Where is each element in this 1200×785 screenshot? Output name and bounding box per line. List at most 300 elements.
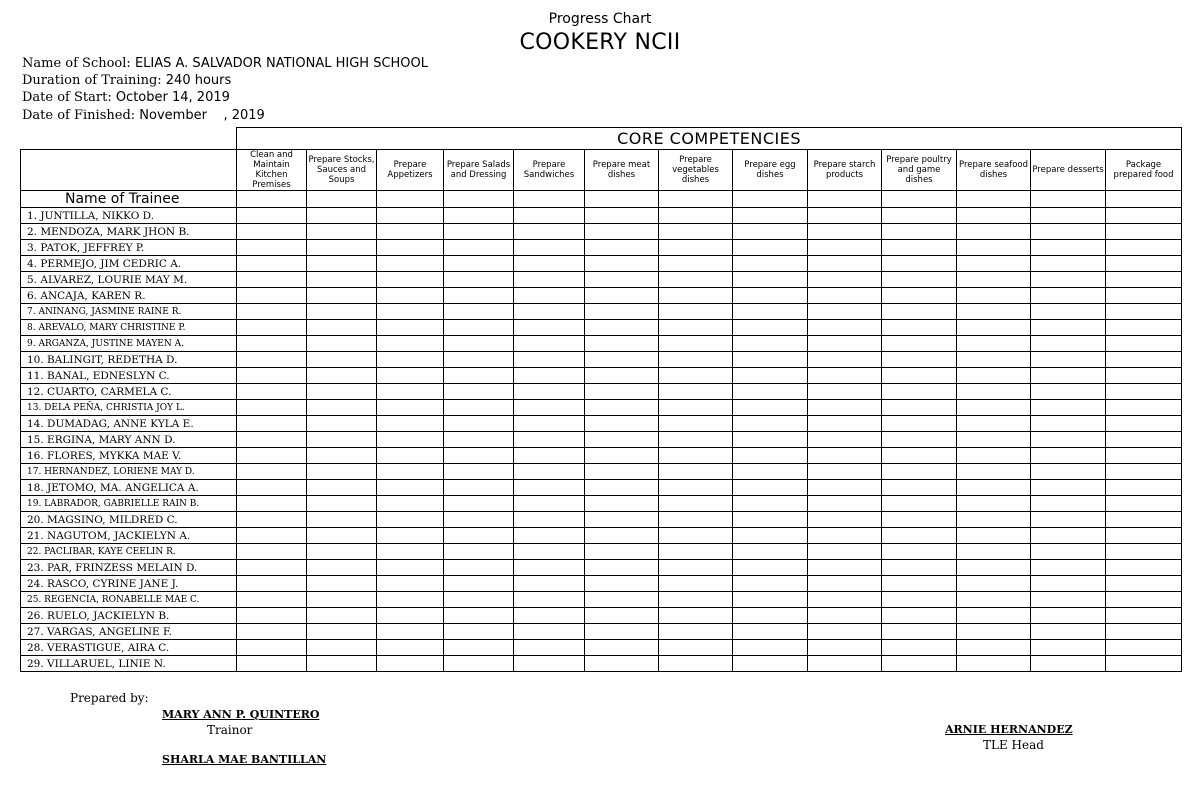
progress-cell[interactable] xyxy=(882,576,957,592)
progress-cell[interactable] xyxy=(957,320,1031,336)
progress-cell[interactable] xyxy=(733,608,808,624)
progress-cell[interactable] xyxy=(444,608,514,624)
progress-cell[interactable] xyxy=(882,304,957,320)
progress-cell[interactable] xyxy=(307,224,377,240)
progress-cell[interactable] xyxy=(882,448,957,464)
progress-cell[interactable] xyxy=(882,640,957,656)
progress-cell[interactable] xyxy=(1031,224,1106,240)
progress-cell[interactable] xyxy=(237,191,307,208)
progress-cell[interactable] xyxy=(957,352,1031,368)
progress-cell[interactable] xyxy=(1031,304,1106,320)
progress-cell[interactable] xyxy=(585,240,659,256)
progress-cell[interactable] xyxy=(808,400,882,416)
progress-cell[interactable] xyxy=(1031,336,1106,352)
progress-cell[interactable] xyxy=(1106,191,1182,208)
progress-cell[interactable] xyxy=(1106,416,1182,432)
progress-cell[interactable] xyxy=(659,256,733,272)
progress-cell[interactable] xyxy=(659,512,733,528)
progress-cell[interactable] xyxy=(808,288,882,304)
progress-cell[interactable] xyxy=(237,400,307,416)
progress-cell[interactable] xyxy=(733,592,808,608)
progress-cell[interactable] xyxy=(585,640,659,656)
progress-cell[interactable] xyxy=(957,191,1031,208)
progress-cell[interactable] xyxy=(514,624,585,640)
progress-cell[interactable] xyxy=(237,336,307,352)
progress-cell[interactable] xyxy=(1106,624,1182,640)
progress-cell[interactable] xyxy=(808,432,882,448)
progress-cell[interactable] xyxy=(444,480,514,496)
progress-cell[interactable] xyxy=(1031,544,1106,560)
progress-cell[interactable] xyxy=(733,528,808,544)
progress-cell[interactable] xyxy=(808,624,882,640)
progress-cell[interactable] xyxy=(444,448,514,464)
progress-cell[interactable] xyxy=(733,400,808,416)
progress-cell[interactable] xyxy=(585,608,659,624)
progress-cell[interactable] xyxy=(585,304,659,320)
progress-cell[interactable] xyxy=(808,544,882,560)
progress-cell[interactable] xyxy=(444,560,514,576)
progress-cell[interactable] xyxy=(808,208,882,224)
progress-cell[interactable] xyxy=(585,208,659,224)
progress-cell[interactable] xyxy=(307,288,377,304)
progress-cell[interactable] xyxy=(733,464,808,480)
progress-cell[interactable] xyxy=(307,304,377,320)
progress-cell[interactable] xyxy=(882,592,957,608)
progress-cell[interactable] xyxy=(1031,256,1106,272)
progress-cell[interactable] xyxy=(444,432,514,448)
progress-cell[interactable] xyxy=(444,256,514,272)
progress-cell[interactable] xyxy=(733,656,808,672)
progress-cell[interactable] xyxy=(514,352,585,368)
progress-cell[interactable] xyxy=(882,432,957,448)
progress-cell[interactable] xyxy=(237,576,307,592)
progress-cell[interactable] xyxy=(237,464,307,480)
progress-cell[interactable] xyxy=(514,656,585,672)
progress-cell[interactable] xyxy=(808,304,882,320)
progress-cell[interactable] xyxy=(514,304,585,320)
progress-cell[interactable] xyxy=(237,656,307,672)
progress-cell[interactable] xyxy=(733,432,808,448)
progress-cell[interactable] xyxy=(957,544,1031,560)
progress-cell[interactable] xyxy=(733,576,808,592)
progress-cell[interactable] xyxy=(957,400,1031,416)
progress-cell[interactable] xyxy=(808,656,882,672)
progress-cell[interactable] xyxy=(882,544,957,560)
progress-cell[interactable] xyxy=(237,480,307,496)
progress-cell[interactable] xyxy=(957,288,1031,304)
progress-cell[interactable] xyxy=(1106,432,1182,448)
progress-cell[interactable] xyxy=(957,592,1031,608)
progress-cell[interactable] xyxy=(444,368,514,384)
progress-cell[interactable] xyxy=(1031,368,1106,384)
progress-cell[interactable] xyxy=(1031,640,1106,656)
progress-cell[interactable] xyxy=(957,432,1031,448)
progress-cell[interactable] xyxy=(808,256,882,272)
progress-cell[interactable] xyxy=(659,624,733,640)
progress-cell[interactable] xyxy=(957,656,1031,672)
progress-cell[interactable] xyxy=(1106,288,1182,304)
progress-cell[interactable] xyxy=(444,352,514,368)
progress-cell[interactable] xyxy=(377,208,444,224)
progress-cell[interactable] xyxy=(444,191,514,208)
progress-cell[interactable] xyxy=(1106,224,1182,240)
progress-cell[interactable] xyxy=(1106,576,1182,592)
progress-cell[interactable] xyxy=(1031,320,1106,336)
progress-cell[interactable] xyxy=(237,448,307,464)
progress-cell[interactable] xyxy=(237,544,307,560)
progress-cell[interactable] xyxy=(659,656,733,672)
progress-cell[interactable] xyxy=(957,384,1031,400)
progress-cell[interactable] xyxy=(585,400,659,416)
progress-cell[interactable] xyxy=(307,480,377,496)
progress-cell[interactable] xyxy=(377,191,444,208)
progress-cell[interactable] xyxy=(444,224,514,240)
progress-cell[interactable] xyxy=(808,320,882,336)
progress-cell[interactable] xyxy=(957,208,1031,224)
progress-cell[interactable] xyxy=(957,448,1031,464)
progress-cell[interactable] xyxy=(808,560,882,576)
progress-cell[interactable] xyxy=(444,416,514,432)
progress-cell[interactable] xyxy=(733,256,808,272)
progress-cell[interactable] xyxy=(377,656,444,672)
progress-cell[interactable] xyxy=(733,480,808,496)
progress-cell[interactable] xyxy=(514,368,585,384)
progress-cell[interactable] xyxy=(1106,448,1182,464)
progress-cell[interactable] xyxy=(882,400,957,416)
progress-cell[interactable] xyxy=(1106,368,1182,384)
progress-cell[interactable] xyxy=(377,400,444,416)
progress-cell[interactable] xyxy=(514,400,585,416)
progress-cell[interactable] xyxy=(444,624,514,640)
progress-cell[interactable] xyxy=(585,224,659,240)
progress-cell[interactable] xyxy=(1106,512,1182,528)
progress-cell[interactable] xyxy=(957,464,1031,480)
progress-cell[interactable] xyxy=(1031,512,1106,528)
progress-cell[interactable] xyxy=(237,608,307,624)
progress-cell[interactable] xyxy=(237,272,307,288)
progress-cell[interactable] xyxy=(377,432,444,448)
progress-cell[interactable] xyxy=(585,191,659,208)
progress-cell[interactable] xyxy=(659,384,733,400)
progress-cell[interactable] xyxy=(514,640,585,656)
progress-cell[interactable] xyxy=(514,512,585,528)
progress-cell[interactable] xyxy=(957,304,1031,320)
progress-cell[interactable] xyxy=(882,528,957,544)
progress-cell[interactable] xyxy=(514,416,585,432)
progress-cell[interactable] xyxy=(585,336,659,352)
progress-cell[interactable] xyxy=(237,304,307,320)
progress-cell[interactable] xyxy=(1031,208,1106,224)
progress-cell[interactable] xyxy=(808,512,882,528)
progress-cell[interactable] xyxy=(1106,208,1182,224)
progress-cell[interactable] xyxy=(882,352,957,368)
progress-cell[interactable] xyxy=(514,208,585,224)
progress-cell[interactable] xyxy=(882,624,957,640)
progress-cell[interactable] xyxy=(237,528,307,544)
progress-cell[interactable] xyxy=(377,512,444,528)
progress-cell[interactable] xyxy=(514,496,585,512)
progress-cell[interactable] xyxy=(585,272,659,288)
progress-cell[interactable] xyxy=(733,191,808,208)
progress-cell[interactable] xyxy=(307,544,377,560)
progress-cell[interactable] xyxy=(307,624,377,640)
progress-cell[interactable] xyxy=(1106,272,1182,288)
progress-cell[interactable] xyxy=(659,544,733,560)
progress-cell[interactable] xyxy=(957,624,1031,640)
progress-cell[interactable] xyxy=(957,368,1031,384)
progress-cell[interactable] xyxy=(585,560,659,576)
progress-cell[interactable] xyxy=(957,560,1031,576)
progress-cell[interactable] xyxy=(377,336,444,352)
progress-cell[interactable] xyxy=(1106,352,1182,368)
progress-cell[interactable] xyxy=(1031,416,1106,432)
progress-cell[interactable] xyxy=(377,288,444,304)
progress-cell[interactable] xyxy=(237,208,307,224)
progress-cell[interactable] xyxy=(585,544,659,560)
progress-cell[interactable] xyxy=(1106,304,1182,320)
progress-cell[interactable] xyxy=(237,624,307,640)
progress-cell[interactable] xyxy=(514,384,585,400)
progress-cell[interactable] xyxy=(585,384,659,400)
progress-cell[interactable] xyxy=(1031,608,1106,624)
progress-cell[interactable] xyxy=(957,496,1031,512)
progress-cell[interactable] xyxy=(808,368,882,384)
progress-cell[interactable] xyxy=(307,336,377,352)
progress-cell[interactable] xyxy=(1106,640,1182,656)
progress-cell[interactable] xyxy=(237,592,307,608)
progress-cell[interactable] xyxy=(585,432,659,448)
progress-cell[interactable] xyxy=(659,640,733,656)
progress-cell[interactable] xyxy=(444,384,514,400)
progress-cell[interactable] xyxy=(882,384,957,400)
progress-cell[interactable] xyxy=(733,320,808,336)
progress-cell[interactable] xyxy=(733,496,808,512)
progress-cell[interactable] xyxy=(307,256,377,272)
progress-cell[interactable] xyxy=(307,432,377,448)
progress-cell[interactable] xyxy=(514,448,585,464)
progress-cell[interactable] xyxy=(307,592,377,608)
progress-cell[interactable] xyxy=(307,272,377,288)
progress-cell[interactable] xyxy=(307,656,377,672)
progress-cell[interactable] xyxy=(882,560,957,576)
progress-cell[interactable] xyxy=(1031,464,1106,480)
progress-cell[interactable] xyxy=(1031,240,1106,256)
progress-cell[interactable] xyxy=(377,544,444,560)
progress-cell[interactable] xyxy=(957,224,1031,240)
progress-cell[interactable] xyxy=(444,640,514,656)
progress-cell[interactable] xyxy=(585,512,659,528)
progress-cell[interactable] xyxy=(444,304,514,320)
progress-cell[interactable] xyxy=(444,464,514,480)
progress-cell[interactable] xyxy=(514,480,585,496)
progress-cell[interactable] xyxy=(659,448,733,464)
progress-cell[interactable] xyxy=(377,480,444,496)
progress-cell[interactable] xyxy=(237,432,307,448)
progress-cell[interactable] xyxy=(659,480,733,496)
progress-cell[interactable] xyxy=(733,368,808,384)
progress-cell[interactable] xyxy=(377,624,444,640)
progress-cell[interactable] xyxy=(733,624,808,640)
progress-cell[interactable] xyxy=(882,320,957,336)
progress-cell[interactable] xyxy=(585,496,659,512)
progress-cell[interactable] xyxy=(733,384,808,400)
progress-cell[interactable] xyxy=(733,416,808,432)
progress-cell[interactable] xyxy=(237,352,307,368)
progress-cell[interactable] xyxy=(444,336,514,352)
progress-cell[interactable] xyxy=(585,416,659,432)
progress-cell[interactable] xyxy=(659,224,733,240)
progress-cell[interactable] xyxy=(1106,496,1182,512)
progress-cell[interactable] xyxy=(237,640,307,656)
progress-cell[interactable] xyxy=(733,224,808,240)
progress-cell[interactable] xyxy=(882,496,957,512)
progress-cell[interactable] xyxy=(882,208,957,224)
progress-cell[interactable] xyxy=(882,240,957,256)
progress-cell[interactable] xyxy=(514,224,585,240)
progress-cell[interactable] xyxy=(733,288,808,304)
progress-cell[interactable] xyxy=(237,224,307,240)
progress-cell[interactable] xyxy=(237,320,307,336)
progress-cell[interactable] xyxy=(733,304,808,320)
progress-cell[interactable] xyxy=(733,448,808,464)
progress-cell[interactable] xyxy=(882,416,957,432)
progress-cell[interactable] xyxy=(659,304,733,320)
progress-cell[interactable] xyxy=(808,528,882,544)
progress-cell[interactable] xyxy=(1106,256,1182,272)
progress-cell[interactable] xyxy=(733,560,808,576)
progress-cell[interactable] xyxy=(659,432,733,448)
progress-cell[interactable] xyxy=(377,304,444,320)
progress-cell[interactable] xyxy=(1106,560,1182,576)
progress-cell[interactable] xyxy=(957,336,1031,352)
progress-cell[interactable] xyxy=(444,400,514,416)
progress-cell[interactable] xyxy=(808,640,882,656)
progress-cell[interactable] xyxy=(808,336,882,352)
progress-cell[interactable] xyxy=(237,496,307,512)
progress-cell[interactable] xyxy=(377,528,444,544)
progress-cell[interactable] xyxy=(307,528,377,544)
progress-cell[interactable] xyxy=(307,191,377,208)
progress-cell[interactable] xyxy=(514,288,585,304)
progress-cell[interactable] xyxy=(957,240,1031,256)
progress-cell[interactable] xyxy=(957,272,1031,288)
progress-cell[interactable] xyxy=(444,320,514,336)
progress-cell[interactable] xyxy=(585,464,659,480)
progress-cell[interactable] xyxy=(377,384,444,400)
progress-cell[interactable] xyxy=(585,624,659,640)
progress-cell[interactable] xyxy=(377,608,444,624)
progress-cell[interactable] xyxy=(882,368,957,384)
progress-cell[interactable] xyxy=(514,336,585,352)
progress-cell[interactable] xyxy=(659,528,733,544)
progress-cell[interactable] xyxy=(377,256,444,272)
progress-cell[interactable] xyxy=(307,560,377,576)
progress-cell[interactable] xyxy=(1106,464,1182,480)
progress-cell[interactable] xyxy=(585,352,659,368)
progress-cell[interactable] xyxy=(733,208,808,224)
progress-cell[interactable] xyxy=(882,288,957,304)
progress-cell[interactable] xyxy=(1031,384,1106,400)
progress-cell[interactable] xyxy=(307,512,377,528)
progress-cell[interactable] xyxy=(307,352,377,368)
progress-cell[interactable] xyxy=(808,608,882,624)
progress-cell[interactable] xyxy=(585,480,659,496)
progress-cell[interactable] xyxy=(659,191,733,208)
progress-cell[interactable] xyxy=(444,528,514,544)
progress-cell[interactable] xyxy=(1031,560,1106,576)
progress-cell[interactable] xyxy=(444,288,514,304)
progress-cell[interactable] xyxy=(1031,528,1106,544)
progress-cell[interactable] xyxy=(659,592,733,608)
progress-cell[interactable] xyxy=(377,368,444,384)
progress-cell[interactable] xyxy=(957,416,1031,432)
progress-cell[interactable] xyxy=(377,240,444,256)
progress-cell[interactable] xyxy=(444,544,514,560)
progress-cell[interactable] xyxy=(514,432,585,448)
progress-cell[interactable] xyxy=(659,336,733,352)
progress-cell[interactable] xyxy=(659,240,733,256)
progress-cell[interactable] xyxy=(808,224,882,240)
progress-cell[interactable] xyxy=(957,576,1031,592)
progress-cell[interactable] xyxy=(377,320,444,336)
progress-cell[interactable] xyxy=(585,528,659,544)
progress-cell[interactable] xyxy=(1031,432,1106,448)
progress-cell[interactable] xyxy=(882,608,957,624)
progress-cell[interactable] xyxy=(585,576,659,592)
progress-cell[interactable] xyxy=(659,576,733,592)
progress-cell[interactable] xyxy=(808,416,882,432)
progress-cell[interactable] xyxy=(307,384,377,400)
progress-cell[interactable] xyxy=(808,448,882,464)
progress-cell[interactable] xyxy=(733,240,808,256)
progress-cell[interactable] xyxy=(808,576,882,592)
progress-cell[interactable] xyxy=(882,272,957,288)
progress-cell[interactable] xyxy=(377,576,444,592)
progress-cell[interactable] xyxy=(237,512,307,528)
progress-cell[interactable] xyxy=(1106,336,1182,352)
progress-cell[interactable] xyxy=(733,640,808,656)
progress-cell[interactable] xyxy=(733,336,808,352)
progress-cell[interactable] xyxy=(377,448,444,464)
progress-cell[interactable] xyxy=(237,368,307,384)
progress-cell[interactable] xyxy=(514,576,585,592)
progress-cell[interactable] xyxy=(733,352,808,368)
progress-cell[interactable] xyxy=(882,464,957,480)
progress-cell[interactable] xyxy=(377,592,444,608)
progress-cell[interactable] xyxy=(957,480,1031,496)
progress-cell[interactable] xyxy=(307,368,377,384)
progress-cell[interactable] xyxy=(957,256,1031,272)
progress-cell[interactable] xyxy=(882,224,957,240)
progress-cell[interactable] xyxy=(444,576,514,592)
progress-cell[interactable] xyxy=(307,448,377,464)
progress-cell[interactable] xyxy=(585,448,659,464)
progress-cell[interactable] xyxy=(444,512,514,528)
progress-cell[interactable] xyxy=(1106,384,1182,400)
progress-cell[interactable] xyxy=(957,608,1031,624)
progress-cell[interactable] xyxy=(882,512,957,528)
progress-cell[interactable] xyxy=(1031,448,1106,464)
progress-cell[interactable] xyxy=(882,256,957,272)
progress-cell[interactable] xyxy=(307,416,377,432)
progress-cell[interactable] xyxy=(659,400,733,416)
progress-cell[interactable] xyxy=(514,592,585,608)
progress-cell[interactable] xyxy=(307,576,377,592)
progress-cell[interactable] xyxy=(1106,528,1182,544)
progress-cell[interactable] xyxy=(1106,544,1182,560)
progress-cell[interactable] xyxy=(1106,240,1182,256)
progress-cell[interactable] xyxy=(659,368,733,384)
